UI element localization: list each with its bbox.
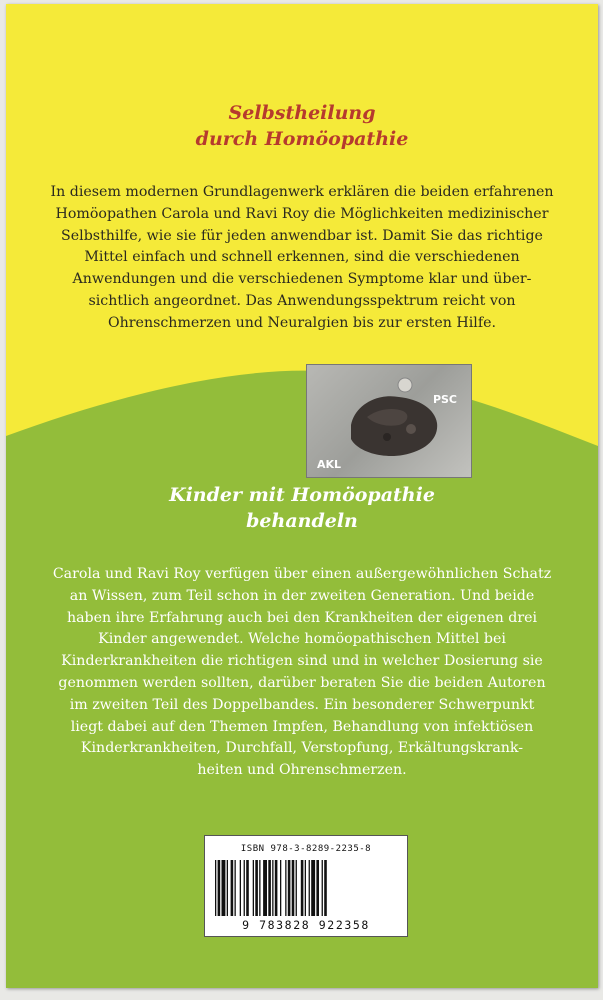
title-line: durch Homöopathie [195,128,409,150]
barcode-bar [231,860,234,916]
text-line: haben ihre Erfahrung auch bei den Krankheiten der eigenen drei [66,609,538,626]
barcode-bar [253,860,254,916]
barcode-bar [246,860,249,916]
book-back-cover [6,4,598,988]
barcode-bar [296,860,297,916]
text-line: In diesem modernen Grundlagenwerk erklären die beiden erfahrenen [50,184,554,200]
barcode-bar [272,860,273,916]
text-line: Kinder angewendet. Welche homöopathischen Mittel bei [98,631,506,648]
barcode-bar [275,860,278,916]
text-line: im zweiten Teil des Doppelbandes. Ein besonderer Schwerpunkt [69,696,535,713]
text-line: Kinderkrankheiten die richtigen sind und in welcher Dosierung sie [61,653,543,670]
text-line: genommen werden sollten, darüber beraten Sie die beiden Autoren [58,674,546,691]
stone-photo [306,364,472,478]
isbn-text: ISBN 978-3-8289-2235-8 [240,844,372,854]
photo-label-top: PSC [432,393,457,406]
text-line: Homöopathen Carola und Ravi Roy die Möglichkeiten medizinischer [55,205,549,222]
barcode-bar [259,860,260,916]
barcode-icon [215,860,397,916]
barcode-bar [215,860,216,916]
barcode-bar [263,860,267,916]
text-line: Carola und Ravi Roy verfügen über einen außergewöhnlichen Schatz [52,566,552,582]
text-line: an Wissen, zum Teil schon in der zweiten Generation. Und beide [69,587,535,604]
title-line: behandeln [246,510,358,532]
barcode-bar [255,860,258,916]
text-line: Mittel einfach und schnell erkennen, sind die verschiedenen [84,249,520,266]
barcode-bar [244,860,245,916]
barcode-bar [268,860,271,916]
text-line: Ohrenschmerzen und Neuralgien bis zur ersten Hilfe. [108,314,496,331]
barcode-bar [309,860,310,916]
barcode-bar [240,860,241,916]
barcode-bar [305,860,306,916]
text-line: sichtlich angeordnet. Das Anwendungsspektrum reicht von [88,292,516,309]
section-title-selbstheilung [6,100,598,152]
barcode-bar [322,860,323,916]
barcode-bar [301,860,304,916]
barcode-bar [316,860,319,916]
barcode-bar [311,860,315,916]
text-line: liegt dabei auf den Themen Impfen, Behandlung von infektiösen [70,718,534,735]
section-title-kinder [6,482,598,534]
barcode-bar [285,860,286,916]
text-line: Kinderkrankheiten, Durchfall, Verstopfung, Erkältungskrank- [80,740,524,757]
section-text-selbstheilung [6,182,598,335]
ean-digits: 9 783828 922358 [242,918,370,932]
barcode-bar [235,860,236,916]
barcode-bar [227,860,228,916]
title-line: Selbstheilung [228,102,376,124]
barcode-bar [324,860,327,916]
barcode-bar [218,860,221,916]
text-line: Anwendungen und die verschiedenen Symptome klar und über- [72,271,532,288]
photo-label-bottom: AKL [317,458,342,471]
text-line: heiten und Ohrenschmerzen. [197,762,407,779]
barcode-bar [288,860,291,916]
barcode-bar [292,860,295,916]
barcode-label [204,835,408,937]
text-line: Selbsthilfe, wie sie für jeden anwendbar ist. Damit Sie das richtige [61,227,543,244]
barcode-bar [280,860,281,916]
barcode-bar [222,860,226,916]
title-line: Kinder mit Homöopathie [169,484,435,506]
section-text-kinder [6,564,598,782]
